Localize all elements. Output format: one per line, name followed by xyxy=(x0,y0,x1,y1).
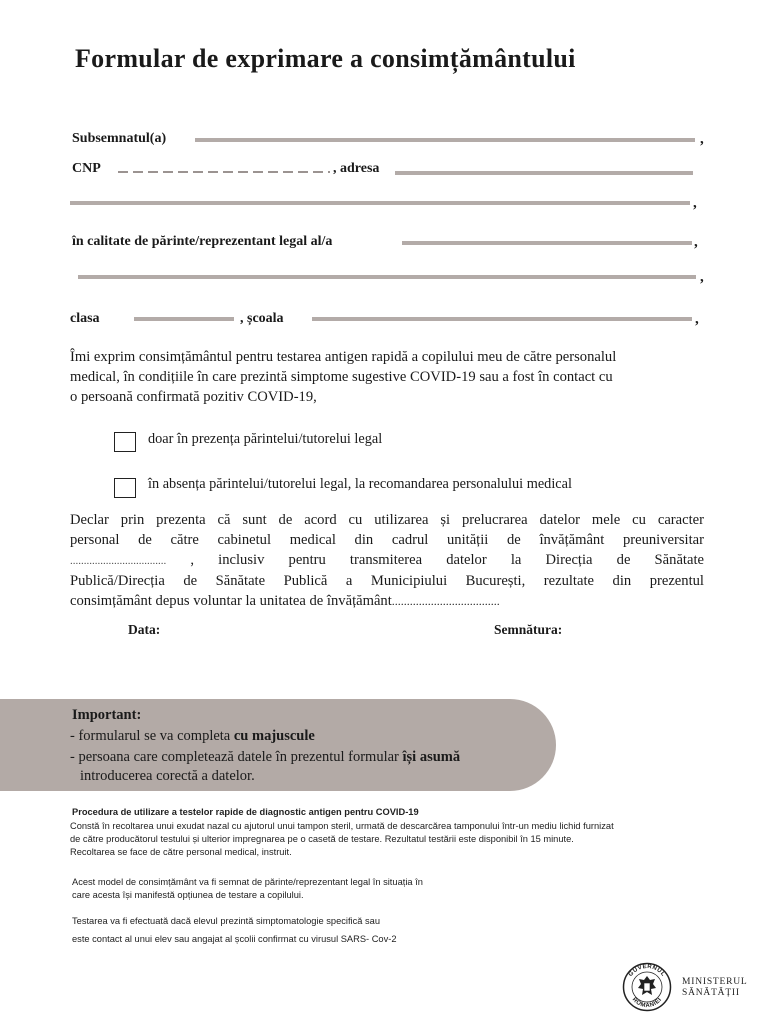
important-bold: își asumă xyxy=(402,749,461,765)
declaration-paragraph xyxy=(70,510,704,611)
comma: , xyxy=(693,195,697,211)
consent-line: medical, în condițiile în care prezintă simptome sugestive COVID-19 sau a fost în contact cu xyxy=(70,369,613,385)
dots-placeholder[interactable]: .................................... xyxy=(391,594,500,608)
seal-text-bottom: ROMÂNIEI xyxy=(630,996,664,1010)
comma: , xyxy=(700,269,704,285)
important-text: - formularul se va completa xyxy=(70,728,234,744)
calitate-label: în calitate de părinte/reprezentant legal al/a xyxy=(72,234,333,249)
ministry-line: MINISTERUL xyxy=(682,977,748,987)
procedure-line: Constă în recoltarea unui exudat nazal cu ajutorul unui tampon steril, urmată de descarcărea tamponului într-un mediu lichid furnizat xyxy=(70,821,614,831)
adresa-label: , adresa xyxy=(333,161,380,176)
declaration-line xyxy=(70,550,704,571)
government-seal-icon xyxy=(622,962,672,1012)
clasa-label: clasa xyxy=(70,311,100,326)
consent-line: o persoană confirmată pozitiv COVID-19, xyxy=(70,389,317,405)
important-item xyxy=(70,727,315,746)
procedure-heading: Procedura de utilizare a testelor rapide de diagnostic antigen pentru COVID-19 xyxy=(72,807,419,817)
declaration-line: Publică/Direcția de Sănătate Publică a Municipiului București, rezultate din prezentul xyxy=(70,573,704,589)
declaration-line xyxy=(70,591,704,611)
option-present-label: doar în prezența părintelui/tutorelui legal xyxy=(148,431,383,447)
cnp-label: CNP xyxy=(72,161,101,176)
option-absent-label: în absența părintelui/tutorelui legal, la recomandarea personalului medical xyxy=(148,476,572,492)
comma: , xyxy=(700,131,704,147)
declaration-line: personal de către cabinetul medical din cadrul unității de învățământ preuniversitar xyxy=(70,532,704,548)
declaration-text: consimțământ depus voluntar la unitatea de învățământ xyxy=(70,593,392,609)
important-item xyxy=(70,748,460,767)
school-field[interactable] xyxy=(312,317,692,321)
signature-label: Semnătura: xyxy=(494,622,563,637)
procedure-line: de către producătorul testului și ulterior impregnarea pe o casetă de testare. Rezultatul testării este disponibil în 15 minute. xyxy=(70,834,574,844)
subsemnatul-label: Subsemnatul(a) xyxy=(72,131,167,146)
note-line: Testarea va fi efectuată dacă elevul prezintă simptomatologie specifică sau xyxy=(72,916,380,926)
declaration-line: Declar prin prezenta că sunt de acord cu utilizarea și prelucrarea datelor mele cu caracter xyxy=(70,512,704,528)
consent-line: Îmi exprim consimțământul pentru testarea antigen rapidă a copilului meu de către personalul xyxy=(70,349,617,365)
option-absent-checkbox[interactable] xyxy=(114,478,136,498)
declaration-text: , inclusiv pentru transmiterea datelor la Direcția de Sănătate xyxy=(166,552,704,568)
important-bold: cu majuscule xyxy=(233,728,315,744)
ministry-line: SĂNĂTĂȚII xyxy=(682,988,740,998)
child-name-field-continued[interactable] xyxy=(78,275,696,279)
class-field[interactable] xyxy=(134,317,234,321)
consent-paragraph xyxy=(70,347,710,407)
date-label: Data: xyxy=(128,622,161,637)
ministry-name xyxy=(682,977,748,999)
svg-text:GUVERNUL xyxy=(628,964,666,978)
procedure-line: Recoltarea se face de către personal medical, instruit. xyxy=(70,847,292,857)
name-field[interactable] xyxy=(195,138,695,142)
child-name-field[interactable] xyxy=(402,241,692,245)
address-field[interactable] xyxy=(395,171,693,175)
important-heading: Important: xyxy=(72,707,142,723)
dots-placeholder[interactable]: ................................... xyxy=(70,555,167,567)
cnp-field[interactable] xyxy=(118,171,330,173)
important-text: - persoana care completează datele în prezentul formular xyxy=(70,749,403,765)
comma: , xyxy=(695,311,699,327)
scoala-label: , școala xyxy=(240,311,284,326)
note-line: care acesta își manifestă opțiunea de testare a copilului. xyxy=(72,890,304,900)
important-item-continued: introducerea corectă a datelor. xyxy=(80,768,255,784)
address-field-continued[interactable] xyxy=(70,201,690,205)
seal-text-top: GUVERNUL xyxy=(627,963,667,978)
comma: , xyxy=(694,234,698,250)
option-present-checkbox[interactable] xyxy=(114,432,136,452)
note-line: este contact al unui elev sau angajat al școlii confirmat cu virusul SARS- Cov-2 xyxy=(72,934,397,944)
note-line: Acest model de consimțământ va fi semnat de părinte/reprezentant legal în situația în xyxy=(72,877,423,887)
page-title: Formular de exprimare a consimțământului xyxy=(75,44,576,73)
